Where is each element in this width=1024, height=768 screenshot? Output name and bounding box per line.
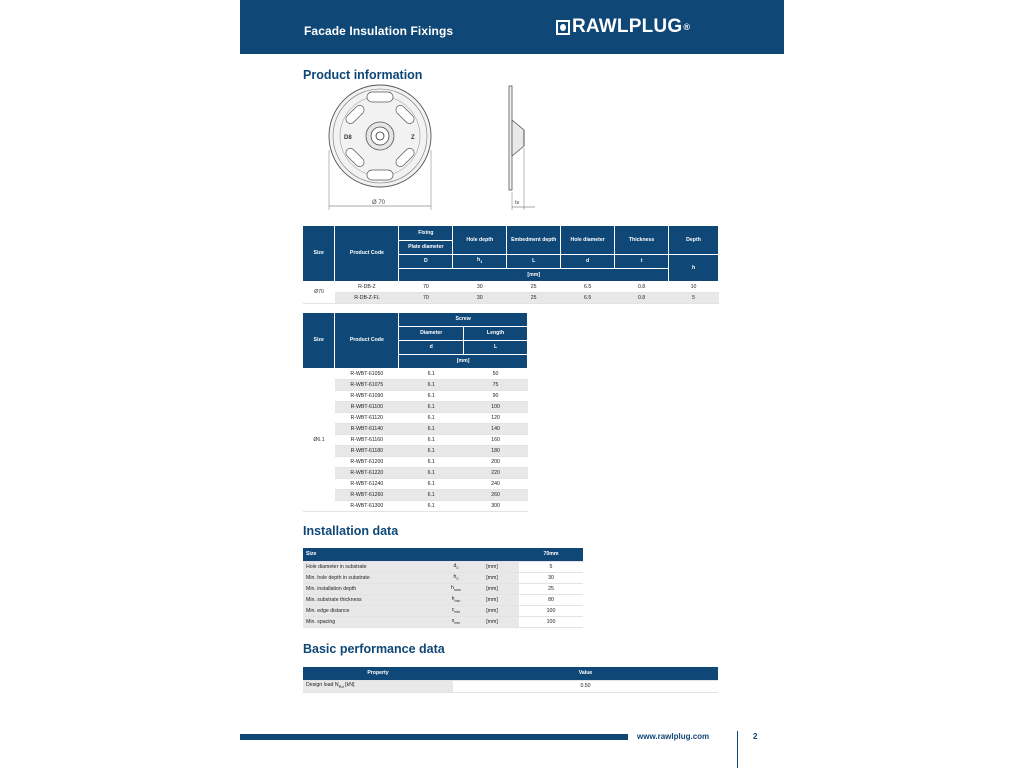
screw-table [303, 313, 528, 512]
table-row: R-WBT-61260 6.1 260 [303, 489, 528, 500]
header-title: Facade Insulation Fixings [304, 24, 454, 38]
performance-table [303, 667, 718, 693]
table-row: R-WBT-61300 6.1 300 [303, 500, 528, 511]
header-value: Value [453, 667, 718, 680]
header-product-code: Product Code [335, 226, 399, 281]
front-label-left: D8 [344, 135, 352, 141]
size-cell: Ø6.1 [303, 368, 335, 511]
unit-mm: [mm] [399, 354, 528, 368]
header-size: Size [303, 313, 335, 368]
logo-text: RAWLPLUG [572, 16, 683, 37]
header-70mm: 70mm [519, 548, 583, 561]
table-row: R-WBT-61180 6.1 180 [303, 445, 528, 456]
symbol-L: L [464, 340, 528, 354]
header-thickness: Thickness [615, 226, 669, 254]
section-title-product-information: Product information [303, 68, 423, 82]
header-hole-depth: Hole depth [453, 226, 507, 254]
design-load-label: Design load $N_{Rd}$ [kN] [303, 680, 453, 692]
table-row: Min. installation depth $h_{nom}$ [mm] 25 [303, 583, 583, 594]
symbol-h: h [669, 254, 719, 281]
header-diameter: Diameter [399, 326, 464, 340]
table-row: Ø6.1 R-WBT-61050 6.1 50 [303, 368, 528, 379]
header-band [240, 0, 784, 54]
section-title-installation-data: Installation data [303, 524, 399, 538]
plate-side-view-drawing [500, 84, 542, 212]
header-embedment-depth: Embedment depth [507, 226, 561, 254]
table-row: R-WBT-61120 6.1 120 [303, 412, 528, 423]
table-row: R-WBT-61100 6.1 100 [303, 401, 528, 412]
header-screw: Screw [399, 313, 528, 326]
unit-mm: [mm] [399, 268, 669, 281]
footer-divider [737, 731, 738, 768]
document-page [240, 0, 784, 768]
footer-bar [240, 734, 628, 740]
header-property: Property [303, 667, 453, 680]
rawlplug-logo [556, 16, 690, 38]
table-row [303, 680, 718, 692]
installation-table [303, 548, 583, 628]
table-row: R-WBT-61200 6.1 200 [303, 456, 528, 467]
header-fixing: Fixing [399, 226, 453, 240]
logo-mark-icon [556, 20, 570, 35]
header-size: Size [303, 548, 519, 561]
table-row: Min. spacing $s_{min}$ [mm] 100 [303, 616, 583, 627]
header-product-code: Product Code [335, 313, 399, 368]
header-depth: Depth [669, 226, 719, 254]
table-row: R-WBT-61090 6.1 90 [303, 390, 528, 401]
table-row: Min. hole depth in substrate $h_0$ [mm] 30 [303, 572, 583, 583]
header-size: Size [303, 226, 335, 281]
footer-url[interactable]: www.rawlplug.com [637, 732, 710, 741]
table-row: R-WBT-61240 6.1 240 [303, 478, 528, 489]
symbol-L: L [507, 254, 561, 268]
table-row: R-WBT-61140 6.1 140 [303, 423, 528, 434]
section-title-basic-performance-data: Basic performance data [303, 642, 445, 656]
table-row: Min. substrate thickness $h_{min}$ [mm] 80 [303, 594, 583, 605]
table-row: R-WBT-61075 6.1 75 [303, 379, 528, 390]
plate-front-view-drawing [322, 80, 442, 212]
symbol-d: d [561, 254, 615, 268]
header-plate-diameter: Plate diameter [399, 240, 453, 254]
header-hole-diameter: Hole diameter [561, 226, 615, 254]
table-row: Hole diameter in substrate $d_0$ [mm] 5 [303, 561, 583, 572]
symbol-t: t [615, 254, 669, 268]
table-row: Ø70 R-DB-Z 70 30 25 6.5 0.8 10 [303, 281, 719, 292]
logo-registered: ® [683, 22, 691, 32]
symbol-D: D [399, 254, 453, 268]
fixing-table [303, 226, 719, 304]
design-load-value: 0.50 [453, 680, 718, 692]
thickness-label: ts [515, 200, 520, 206]
symbol-d: d [399, 340, 464, 354]
size-cell: Ø70 [303, 281, 335, 303]
table-row: Min. edge distance $c_{min}$ [mm] 100 [303, 605, 583, 616]
table-row: R-WBT-61220 6.1 220 [303, 467, 528, 478]
table-row: R-DB-Z-FL 70 30 25 6.5 0.8 5 [303, 292, 719, 303]
symbol-h1: $h_1$ [453, 254, 507, 268]
front-label-right: Z [411, 135, 415, 141]
table-row: R-WBT-61160 6.1 160 [303, 434, 528, 445]
page-number: 2 [753, 732, 758, 741]
diameter-label: Ø 70 [372, 200, 386, 206]
header-length: Length [464, 326, 528, 340]
